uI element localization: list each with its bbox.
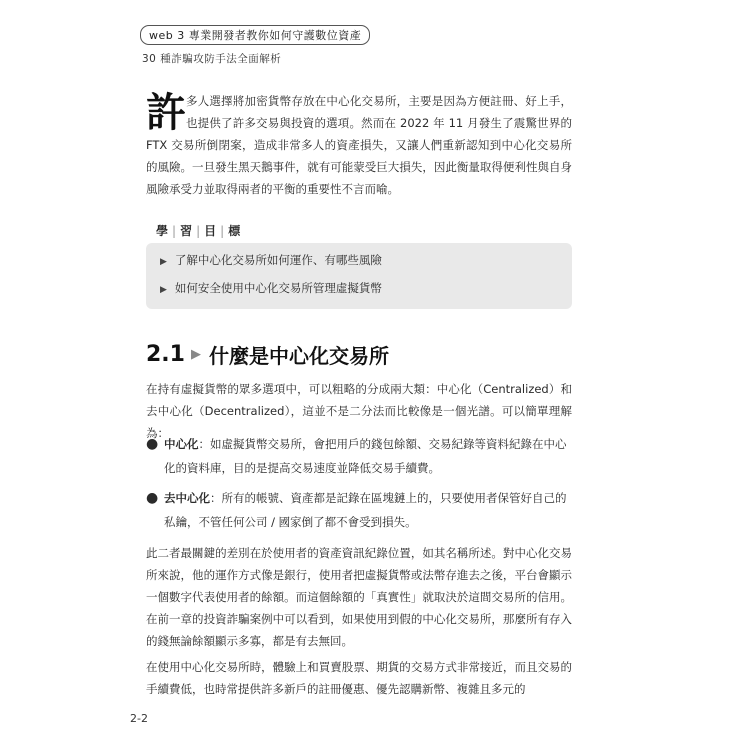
drop-cap: 許 xyxy=(146,90,186,136)
bullet-icon: ● xyxy=(146,436,159,452)
list-item xyxy=(146,486,572,534)
learning-goal-item xyxy=(146,275,572,303)
page-number: 2-2 xyxy=(130,712,148,725)
goals-title-char: 標 xyxy=(228,224,243,238)
learning-goals xyxy=(146,222,572,309)
bullet-term: 中心化 xyxy=(164,437,199,451)
goal-text: 了解中心化交易所如何運作、有哪些風險 xyxy=(174,253,382,267)
goals-title-char: 習 xyxy=(180,224,195,238)
divider: | xyxy=(196,224,203,238)
learning-goal-item xyxy=(146,247,572,275)
learning-goals-title xyxy=(146,222,572,239)
bullet-text: ：所有的帳號、資產都是記錄在區塊鏈上的，只要使用者保管好自己的私鑰，不管任何公司 / 國家倒了都不會受到損失。 xyxy=(164,491,567,529)
intro-paragraph xyxy=(146,90,572,200)
bullet-list xyxy=(146,432,572,540)
body-paragraph: 此二者最關鍵的差別在於使用者的資產資訊紀錄位置，如其名稱所述。對中心化交易所來說，他的運作方式像是銀行，使用者把虛擬貨幣或法幣存進去之後，平台會顯示一個數字代表使用者的餘額。而這個餘額的「真實性」就取決於這間交易所的信用。在前一章的投資詐騙案例中可以看到，如果使用到假的中心化交易所，那麼所有存入的錢無論餘額顯示多寡，都是有去無回。 xyxy=(146,546,572,648)
divider: | xyxy=(220,224,227,238)
running-header xyxy=(140,24,370,66)
bullet-term: 去中心化 xyxy=(164,491,210,505)
goals-title-char: 目 xyxy=(204,224,219,238)
list-item xyxy=(146,432,572,480)
goal-text: 如何安全使用中心化交易所管理虛擬貨幣 xyxy=(174,281,382,295)
goals-title-char: 學 xyxy=(156,224,171,238)
bullet-text: ：如虛擬貨幣交易所，會把用戶的錢包餘額、交易紀錄等資料紀錄在中心化的資料庫，目的是提高交易速度並降低交易手續費。 xyxy=(164,437,567,475)
triangle-bullet-icon: ▶ xyxy=(160,285,167,295)
body-paragraph: 在持有虛擬貨幣的眾多選項中，可以粗略的分成兩大類：中心化（Centralized）和去中心化（Decentralized），這並不是二分法而比較像是一個光譜。可以簡單理解為： xyxy=(146,382,572,440)
section-arrow-icon: ▶ xyxy=(190,347,201,362)
body-paragraph: 在使用中心化交易所時，體驗上和買賣股票、期貨的交易方式非常接近，而且交易的手續費低，也時常提供許多新戶的註冊優惠、優先認購新幣、複雜且多元的 xyxy=(146,660,572,696)
section-number: 2.1 xyxy=(146,342,185,367)
book-title: web 3 專業開發者教你如何守護數位資產 xyxy=(140,25,370,45)
book-subtitle: 30 種詐騙攻防手法全面解析 xyxy=(142,53,282,65)
section-heading xyxy=(146,340,389,369)
section-title: 什麼是中心化交易所 xyxy=(208,344,389,368)
learning-goals-box xyxy=(146,243,572,309)
bullet-icon: ● xyxy=(146,490,159,506)
divider: | xyxy=(172,224,179,238)
intro-text: 多人選擇將加密貨幣存放在中心化交易所，主要是因為方便註冊、好上手，也提供了許多交易與投資的選項。然而在 2022 年 11 月發生了震驚世界的 FTX 交易所倒閉案，造成非常多人的資產損失，又讓人們重新認知到中心化交易所的風險。一旦發生黑天鵝事件，就有可能蒙受巨大損失，因此衡量取得便利性與自身風險承受力並取得兩者的平衡的重要性不言而喻。 xyxy=(146,94,572,196)
triangle-bullet-icon: ▶ xyxy=(160,257,167,267)
